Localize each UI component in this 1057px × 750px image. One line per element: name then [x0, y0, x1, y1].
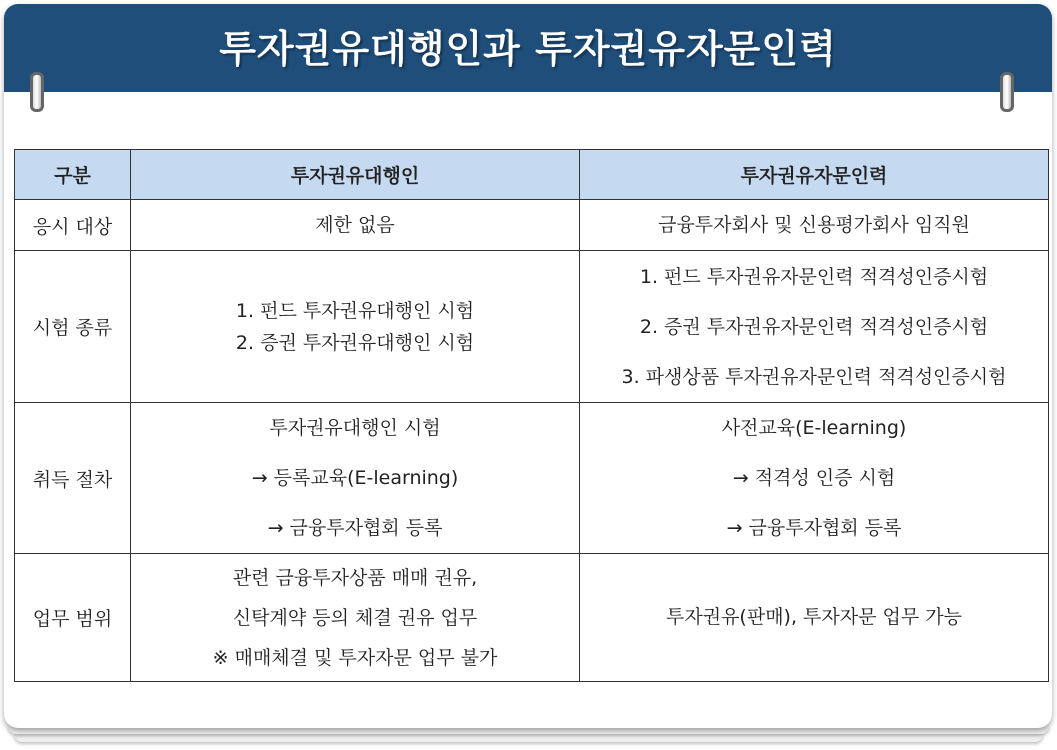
- agent-cell: [131, 554, 580, 682]
- page-title: 투자권유대행인과 투자권유자문인력: [219, 27, 837, 71]
- comparison-table: [14, 149, 1049, 682]
- advisor-cell: [580, 554, 1049, 682]
- cell-line: 신탁계약 등의 체결 권유 업무: [232, 606, 478, 629]
- row-label: 취득 절차: [15, 403, 131, 554]
- row-label: 응시 대상: [15, 200, 131, 251]
- page-stack-shadow: [14, 734, 1043, 742]
- header-bar: [4, 4, 1052, 92]
- agent-cell: [131, 251, 580, 403]
- agent-cell: [131, 403, 580, 554]
- cell-line: → 적격성 인증 시험: [732, 467, 896, 489]
- table-row: [15, 403, 1049, 554]
- card: [4, 4, 1052, 728]
- cell-line: → 금융투자협회 등록: [726, 517, 902, 539]
- cell-line: 사전교육(E-learning): [721, 417, 907, 439]
- agent-cell: [131, 200, 580, 251]
- table-row: [15, 554, 1049, 682]
- header-category: 구분: [15, 150, 131, 200]
- table-header-row: [15, 150, 1049, 200]
- cell-line: → 금융투자협회 등록: [267, 517, 443, 539]
- cell-line: 2. 증권 투자권유자문인력 적격성인증시험: [639, 315, 989, 338]
- header-agent: 투자권유대행인: [131, 150, 580, 200]
- table-row: [15, 200, 1049, 251]
- header-advisor: 투자권유자문인력: [580, 150, 1049, 200]
- cell-line: 제한 없음: [315, 213, 395, 236]
- cell-line: 3. 파생상품 투자권유자문인력 적격성인증시험: [621, 365, 1007, 388]
- row-label: 업무 범위: [15, 554, 131, 682]
- advisor-cell: [580, 200, 1049, 251]
- advisor-cell: [580, 251, 1049, 403]
- cell-line: 1. 펀드 투자권유대행인 시험: [235, 299, 475, 322]
- cell-line: 관련 금융투자상품 매매 권유,: [232, 566, 478, 589]
- cell-line: 투자권유대행인 시험: [269, 417, 441, 439]
- cell-line: ※ 매매체결 및 투자자문 업무 불가: [212, 646, 498, 669]
- binder-ring-left: [30, 72, 44, 112]
- advisor-cell: [580, 403, 1049, 554]
- cell-line: 투자권유(판매), 투자자문 업무 가능: [666, 606, 962, 629]
- row-label: 시험 종류: [15, 251, 131, 403]
- cell-line: 1. 펀드 투자권유자문인력 적격성인증시험: [639, 265, 989, 288]
- cell-line: 2. 증권 투자권유대행인 시험: [235, 331, 475, 354]
- binder-ring-right: [1000, 72, 1014, 112]
- table-row: [15, 251, 1049, 403]
- cell-line: → 등록교육(E-learning): [251, 467, 459, 489]
- cell-line: 금융투자회사 및 신용평가회사 임직원: [658, 213, 970, 236]
